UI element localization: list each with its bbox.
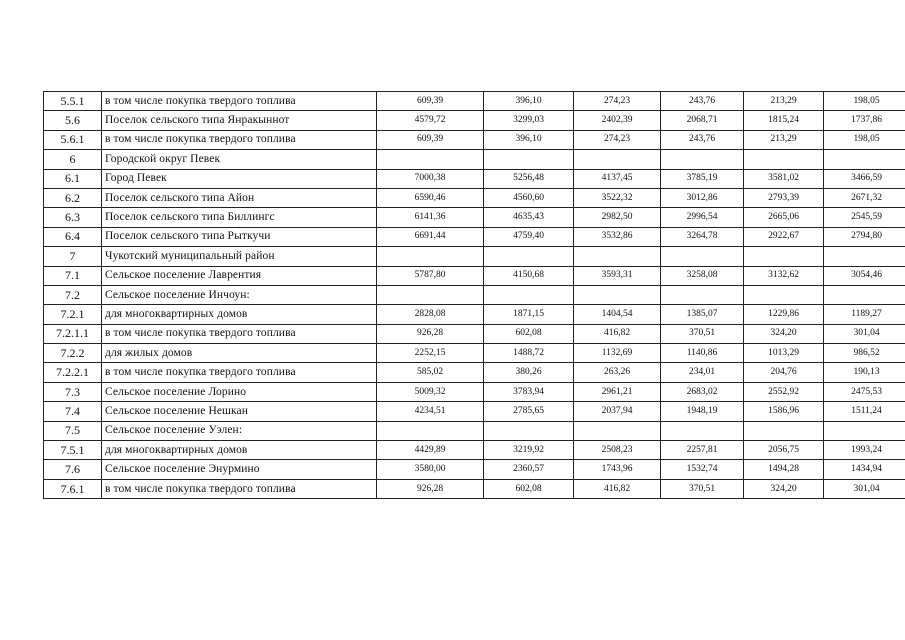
row-value-cell — [574, 421, 661, 440]
row-name-cell: Сельское поселение Энурмино — [102, 460, 377, 479]
row-code-cell: 5.6 — [44, 111, 102, 130]
table-row — [44, 363, 905, 382]
row-value-cell: 926,28 — [377, 479, 484, 498]
row-value-cell — [744, 150, 824, 169]
row-value-cell: 2828,08 — [377, 305, 484, 324]
row-value-cell: 2068,71 — [661, 111, 744, 130]
row-name-cell: Поселок сельского типа Рыткучи — [102, 227, 377, 246]
row-value-cell — [661, 421, 744, 440]
row-value-cell — [744, 285, 824, 304]
table-row — [44, 460, 905, 479]
row-value-cell: 6691,44 — [377, 227, 484, 246]
table-row — [44, 111, 905, 130]
row-value-cell — [824, 285, 905, 304]
row-value-cell — [377, 247, 484, 266]
row-code-cell: 5.5.1 — [44, 92, 102, 111]
row-value-cell: 6590,46 — [377, 188, 484, 207]
tariff-table — [43, 91, 905, 499]
row-value-cell: 2252,15 — [377, 344, 484, 363]
row-value-cell: 4759,40 — [484, 227, 574, 246]
row-name-cell: Сельское поселение Лорино — [102, 382, 377, 401]
row-code-cell: 6.3 — [44, 208, 102, 227]
row-value-cell — [574, 247, 661, 266]
row-value-cell: 3522,32 — [574, 188, 661, 207]
row-value-cell: 3593,31 — [574, 266, 661, 285]
row-value-cell: 2037,94 — [574, 402, 661, 421]
row-value-cell: 301,04 — [824, 479, 905, 498]
row-value-cell: 213,29 — [744, 130, 824, 149]
table-row — [44, 344, 905, 363]
row-value-cell: 396,10 — [484, 92, 574, 111]
table-row — [44, 266, 905, 285]
row-value-cell: 324,20 — [744, 324, 824, 343]
row-value-cell: 274,23 — [574, 130, 661, 149]
row-value-cell — [484, 150, 574, 169]
row-value-cell: 1013,29 — [744, 344, 824, 363]
row-code-cell: 7.5 — [44, 421, 102, 440]
row-value-cell: 2922,67 — [744, 227, 824, 246]
row-value-cell: 2665,06 — [744, 208, 824, 227]
row-value-cell: 2475,53 — [824, 382, 905, 401]
row-value-cell: 324,20 — [744, 479, 824, 498]
row-value-cell: 609,39 — [377, 92, 484, 111]
row-name-cell: в том числе покупка твердого топлива — [102, 363, 377, 382]
row-value-cell: 1532,74 — [661, 460, 744, 479]
row-value-cell: 2552,92 — [744, 382, 824, 401]
row-name-cell: Сельское поселение Инчоун: — [102, 285, 377, 304]
row-value-cell: 198,05 — [824, 92, 905, 111]
row-name-cell: Поселок сельского типа Биллингс — [102, 208, 377, 227]
table-row — [44, 402, 905, 421]
row-value-cell — [484, 421, 574, 440]
row-code-cell: 7.6 — [44, 460, 102, 479]
row-value-cell: 380,26 — [484, 363, 574, 382]
row-name-cell: в том числе покупка твердого топлива — [102, 92, 377, 111]
row-code-cell: 6.1 — [44, 169, 102, 188]
row-value-cell: 3783,94 — [484, 382, 574, 401]
row-value-cell — [377, 150, 484, 169]
row-value-cell: 396,10 — [484, 130, 574, 149]
row-value-cell: 2056,75 — [744, 441, 824, 460]
row-code-cell: 7.5.1 — [44, 441, 102, 460]
table-row — [44, 441, 905, 460]
row-value-cell: 3054,46 — [824, 266, 905, 285]
row-code-cell: 6.4 — [44, 227, 102, 246]
row-name-cell: для многоквартирных домов — [102, 441, 377, 460]
row-value-cell: 198,05 — [824, 130, 905, 149]
row-value-cell: 2996,54 — [661, 208, 744, 227]
row-value-cell: 1494,28 — [744, 460, 824, 479]
row-value-cell: 2794,80 — [824, 227, 905, 246]
row-value-cell — [484, 285, 574, 304]
row-value-cell — [661, 247, 744, 266]
row-value-cell: 986,52 — [824, 344, 905, 363]
row-value-cell — [484, 247, 574, 266]
row-code-cell: 6 — [44, 150, 102, 169]
table-row — [44, 324, 905, 343]
row-value-cell — [377, 285, 484, 304]
row-value-cell: 370,51 — [661, 479, 744, 498]
row-value-cell: 3219,92 — [484, 441, 574, 460]
row-value-cell: 370,51 — [661, 324, 744, 343]
row-name-cell: Поселок сельского типа Янракыннот — [102, 111, 377, 130]
row-value-cell: 234,01 — [661, 363, 744, 382]
row-value-cell: 609,39 — [377, 130, 484, 149]
row-name-cell: для жилых домов — [102, 344, 377, 363]
row-value-cell: 602,08 — [484, 324, 574, 343]
row-value-cell: 263,26 — [574, 363, 661, 382]
table-row — [44, 92, 905, 111]
row-value-cell: 4635,43 — [484, 208, 574, 227]
row-value-cell: 1132,69 — [574, 344, 661, 363]
table-row — [44, 227, 905, 246]
row-name-cell: Город Певек — [102, 169, 377, 188]
row-value-cell: 1140,86 — [661, 344, 744, 363]
row-value-cell: 1737,86 — [824, 111, 905, 130]
row-value-cell: 2683,02 — [661, 382, 744, 401]
table-row — [44, 208, 905, 227]
row-name-cell: Городской округ Певек — [102, 150, 377, 169]
row-name-cell: Чукотский муниципальный район — [102, 247, 377, 266]
row-value-cell: 3299,03 — [484, 111, 574, 130]
row-value-cell: 3532,86 — [574, 227, 661, 246]
row-code-cell: 7.3 — [44, 382, 102, 401]
row-value-cell — [377, 421, 484, 440]
row-value-cell: 4579,72 — [377, 111, 484, 130]
row-code-cell: 7.4 — [44, 402, 102, 421]
row-value-cell: 6141,36 — [377, 208, 484, 227]
table-row — [44, 188, 905, 207]
row-code-cell: 7.2.1 — [44, 305, 102, 324]
row-value-cell: 1229,86 — [744, 305, 824, 324]
row-code-cell: 7.6.1 — [44, 479, 102, 498]
row-value-cell: 5787,80 — [377, 266, 484, 285]
row-value-cell: 926,28 — [377, 324, 484, 343]
row-value-cell: 4150,68 — [484, 266, 574, 285]
row-value-cell: 1993,24 — [824, 441, 905, 460]
row-value-cell: 2671,32 — [824, 188, 905, 207]
row-value-cell: 2508,23 — [574, 441, 661, 460]
row-name-cell: Сельское поселение Уэлен: — [102, 421, 377, 440]
row-value-cell — [824, 421, 905, 440]
table-row — [44, 169, 905, 188]
row-value-cell: 190,13 — [824, 363, 905, 382]
row-name-cell: в том числе покупка твердого топлива — [102, 479, 377, 498]
row-code-cell: 7.2 — [44, 285, 102, 304]
table-row — [44, 130, 905, 149]
row-value-cell: 5009,32 — [377, 382, 484, 401]
row-name-cell: Сельское поселение Нешкан — [102, 402, 377, 421]
row-value-cell: 2402,39 — [574, 111, 661, 130]
row-name-cell: Поселок сельского типа Айон — [102, 188, 377, 207]
row-value-cell: 5256,48 — [484, 169, 574, 188]
row-value-cell: 3785,19 — [661, 169, 744, 188]
row-value-cell: 2982,50 — [574, 208, 661, 227]
row-value-cell: 416,82 — [574, 324, 661, 343]
row-value-cell: 1434,94 — [824, 460, 905, 479]
row-code-cell: 7.2.1.1 — [44, 324, 102, 343]
row-code-cell: 7.2.2 — [44, 344, 102, 363]
row-value-cell — [824, 150, 905, 169]
row-value-cell: 585,02 — [377, 363, 484, 382]
row-value-cell — [574, 150, 661, 169]
row-value-cell: 1511,24 — [824, 402, 905, 421]
row-value-cell: 2793,39 — [744, 188, 824, 207]
table-row — [44, 479, 905, 498]
row-value-cell: 4234,51 — [377, 402, 484, 421]
row-value-cell: 416,82 — [574, 479, 661, 498]
row-value-cell: 274,23 — [574, 92, 661, 111]
row-value-cell: 4560,60 — [484, 188, 574, 207]
row-value-cell: 1948,19 — [661, 402, 744, 421]
row-value-cell: 1488,72 — [484, 344, 574, 363]
row-value-cell: 1815,24 — [744, 111, 824, 130]
row-value-cell: 3581,02 — [744, 169, 824, 188]
row-value-cell: 2360,57 — [484, 460, 574, 479]
row-code-cell: 6.2 — [44, 188, 102, 207]
row-value-cell — [661, 150, 744, 169]
row-code-cell: 5.6.1 — [44, 130, 102, 149]
row-code-cell: 7.2.2.1 — [44, 363, 102, 382]
row-code-cell: 7.1 — [44, 266, 102, 285]
row-value-cell: 1189,27 — [824, 305, 905, 324]
row-value-cell: 1871,15 — [484, 305, 574, 324]
row-value-cell: 243,76 — [661, 130, 744, 149]
row-name-cell: в том числе покупка твердого топлива — [102, 130, 377, 149]
row-value-cell — [824, 247, 905, 266]
tariff-table-body — [44, 92, 905, 499]
row-value-cell: 3264,78 — [661, 227, 744, 246]
table-row — [44, 382, 905, 401]
table-row — [44, 150, 905, 169]
row-value-cell: 2961,21 — [574, 382, 661, 401]
row-value-cell: 1404,54 — [574, 305, 661, 324]
row-value-cell — [744, 247, 824, 266]
row-value-cell: 7000,38 — [377, 169, 484, 188]
row-value-cell — [661, 285, 744, 304]
row-value-cell: 2785,65 — [484, 402, 574, 421]
row-value-cell: 243,76 — [661, 92, 744, 111]
row-value-cell: 2545,59 — [824, 208, 905, 227]
row-value-cell: 1743,96 — [574, 460, 661, 479]
table-row — [44, 247, 905, 266]
row-value-cell: 3132,62 — [744, 266, 824, 285]
row-value-cell — [744, 421, 824, 440]
row-value-cell — [574, 285, 661, 304]
row-value-cell: 1586,96 — [744, 402, 824, 421]
table-row — [44, 305, 905, 324]
row-value-cell: 1385,07 — [661, 305, 744, 324]
row-value-cell: 301,04 — [824, 324, 905, 343]
row-name-cell: в том числе покупка твердого топлива — [102, 324, 377, 343]
row-name-cell: для многоквартирных домов — [102, 305, 377, 324]
row-value-cell: 3258,08 — [661, 266, 744, 285]
table-row — [44, 421, 905, 440]
table-row — [44, 285, 905, 304]
row-value-cell: 3012,86 — [661, 188, 744, 207]
row-name-cell: Сельское поселение Лаврентия — [102, 266, 377, 285]
row-value-cell: 602,08 — [484, 479, 574, 498]
row-value-cell: 204,76 — [744, 363, 824, 382]
row-value-cell: 3580,00 — [377, 460, 484, 479]
row-value-cell: 3466,59 — [824, 169, 905, 188]
row-value-cell: 4429,89 — [377, 441, 484, 460]
row-value-cell: 4137,45 — [574, 169, 661, 188]
row-code-cell: 7 — [44, 247, 102, 266]
row-value-cell: 213,29 — [744, 92, 824, 111]
row-value-cell: 2257,81 — [661, 441, 744, 460]
